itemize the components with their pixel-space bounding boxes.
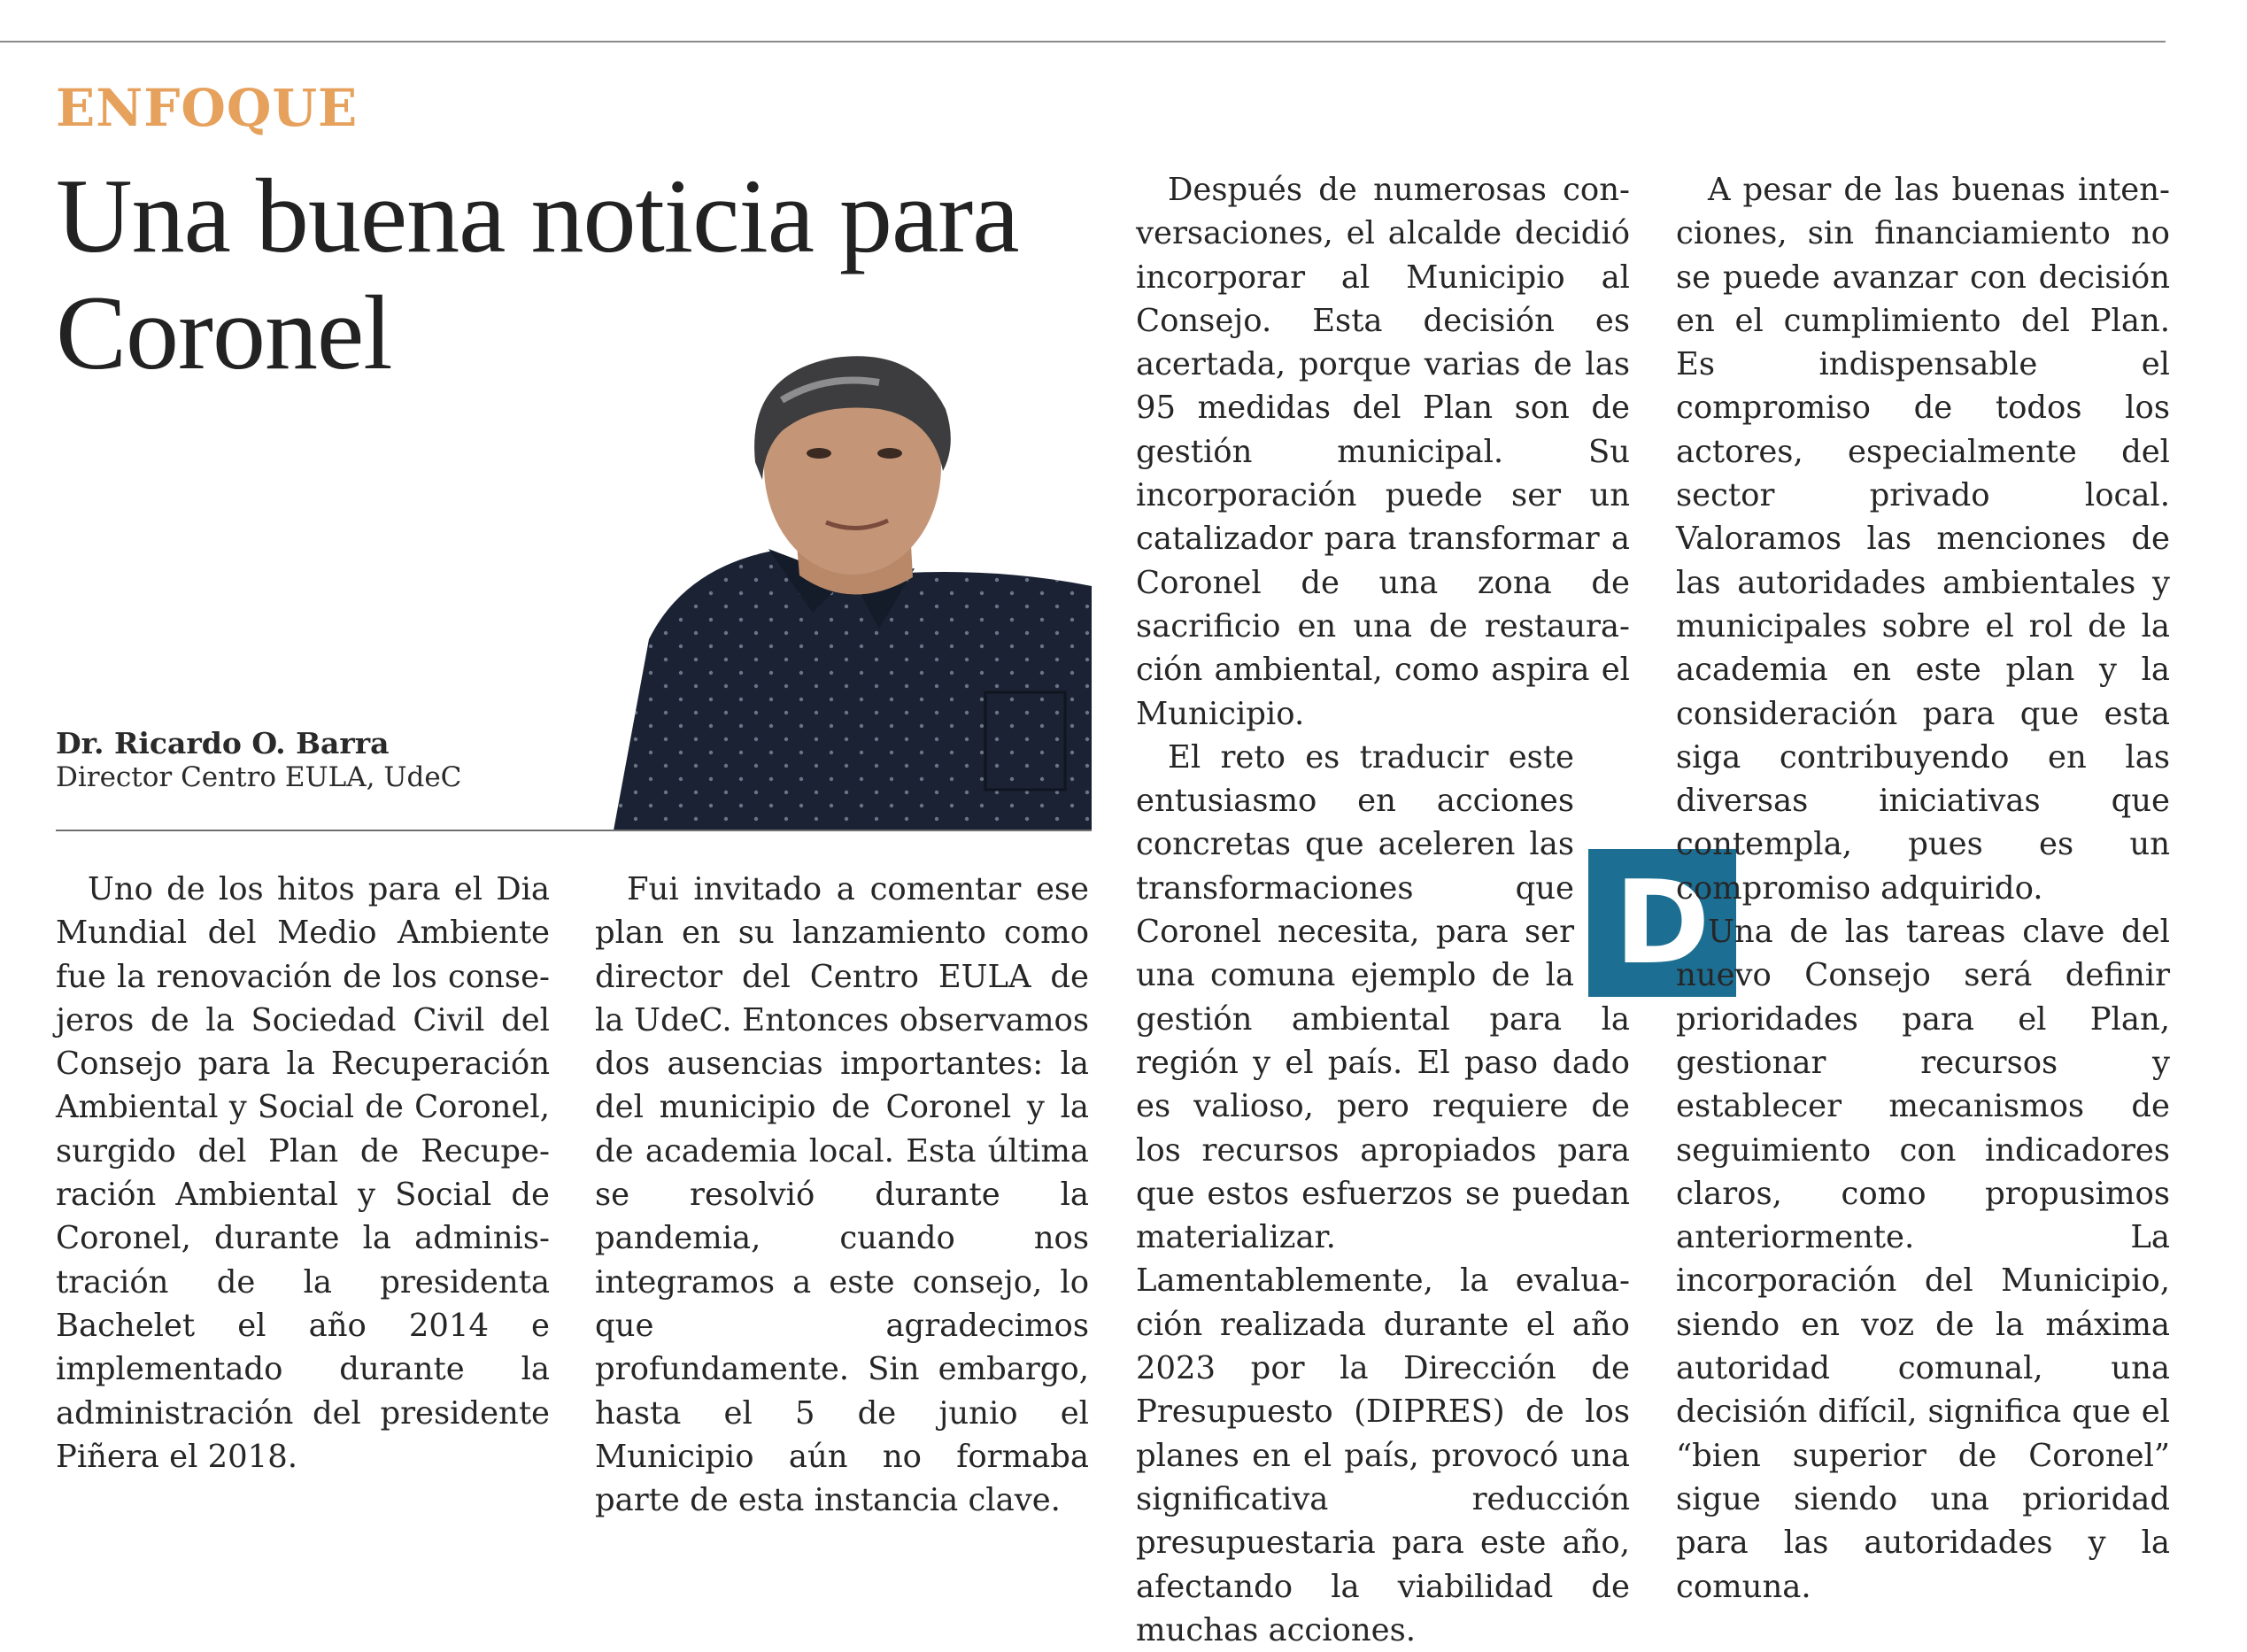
- body-column-1: [56, 868, 550, 1478]
- paragraph-2: Fui invitado a comentar ese plan en su lanzamiento como director del Centro EULA de la UdeC. Entonces observamos dos ausencias importantes: la del municipio de Coronel y la de academia local. Esta última se resolvió durante la pandemia, cuando nos integramos a este consejo, lo que agradecimos profundamente. Sin embargo, hasta el 5 de junio el Municipio aún no formaba parte de esta instancia clave.: [595, 871, 1089, 1519]
- top-rule: [0, 41, 2166, 42]
- paragraph-3: Después de numerosas conversaciones, el alcalde decidió incorporar al Municipio al Consejo. Esta decisión es acertada, porque varias de las 95 medidas del Plan son de gestión municipal. Su incorporación puede ser un catalizador para transformar a Coronel de una zona de sacrificio en una de restauración ambiental, como aspira el Municipio.: [1136, 172, 1630, 732]
- paragraph-5: A pesar de las buenas intenciones, sin financiamiento no se puede avanzar con decisión en el cumplimiento del Plan. Es indispensable el compromiso de todos los actores, especialmente del sector privado local. Valoramos las menciones de las autoridades ambientales y municipales sobre el rol de la academia en este plan y la consideración para que esta siga contribuyendo en las diversas iniciativas que contempla, pues es un compromiso adquirido.: [1676, 172, 2170, 907]
- body-column-3: [1136, 168, 1710, 1652]
- body-column-4: [1676, 168, 2170, 1609]
- paragraph-1: Uno de los hitos para el Dia Mundial del Medio Ambiente fue la renovación de los consejeros de la Sociedad Civil del Consejo para la Recuperación Ambiental y Social de Coronel, surgido del Plan de Recuperación Ambiental y Social de Coronel, durante la administración de la presidenta Bachelet el año 2014 e implementado durante la administración del presidente Piñera el 2018.: [56, 871, 550, 1475]
- author-photo: [614, 347, 1092, 830]
- headline: Una buena noticia para Coronel: [56, 157, 1019, 391]
- byline-rule: [56, 830, 1092, 831]
- paragraph-6: Una de las tareas clave del nuevo Consejo será definir prioridades para el Plan, gestionar recursos y establecer mecanismos de seguimiento con indicadores claros, como propusimos anteriormente. La incorporación del Municipio, siendo en voz de la máxima autoridad comunal, una decisión difícil, significa que el “bien superior de Coronel” sigue siendo una prioridad para las autoridades y la comuna.: [1676, 914, 2170, 1605]
- byline-role: Director Centro EULA, UdeC: [56, 761, 462, 793]
- drop-cap-letter: D: [1588, 849, 1736, 997]
- section-label: ENFOQUE: [56, 78, 359, 138]
- body-column-2: [595, 868, 1089, 1522]
- paragraph-4: El reto es traducir este entusiasmo en acciones concretas que aceleren las transformaciones que Coronel necesita, para ser una comuna ejemplo de la gestión ambiental para la región y el país. El paso dado es valioso, pero requiere de los recursos apropiados para que estos esfuerzos se puedan materializar. Lamentablemente, la evaluación realizada durante el año 2023 por la Dirección de Presupuesto (DIPRES) de los planes en el país, provocó una significativa reducción presupuestaria para este año, afectando la viabilidad de muchas acciones.: [1136, 738, 1630, 1648]
- byline-name: Dr. Ricardo O. Barra: [56, 726, 390, 760]
